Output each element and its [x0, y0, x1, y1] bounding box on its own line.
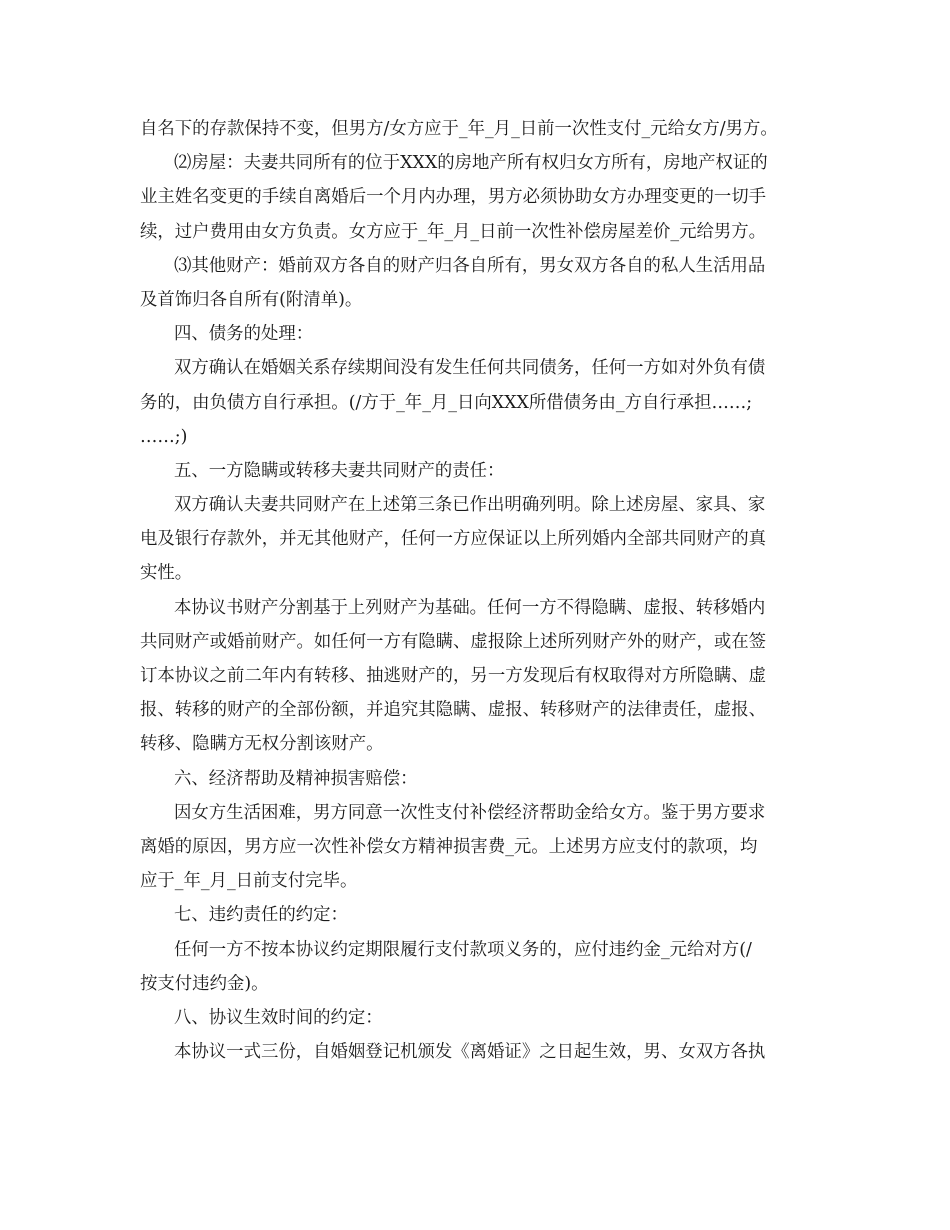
text-line: 及首饰归各自所有(附清单)。	[140, 289, 363, 310]
text-line: 应于_年_月_日前支付完毕。	[140, 871, 358, 892]
text-line: ⑵房屋：夫妻共同所有的位于XXX的房地产所有权归女方所有，房地产权证的	[174, 153, 768, 174]
text-line: 转移、隐瞒方无权分割该财产。	[140, 734, 384, 755]
text-line: 实性。	[140, 563, 193, 584]
text-line: ⑶其他财产：婚前双方各自的财产归各自所有，男女双方各自的私人生活用品	[174, 255, 766, 276]
text-line: 离婚的原因，男方应一次性补偿女方精神损害费_元。上述男方应支付的款项，均	[140, 836, 758, 857]
text-line: 六、经济帮助及精神损害赔偿：	[174, 768, 418, 789]
text-line: 共同财产或婚前财产。如任何一方有隐瞒、虚报除上述所列财产外的财产，或在签	[140, 631, 767, 652]
text-line: 业主姓名变更的手续自离婚后一个月内办理，男方必须协助女方办理变更的一切手	[140, 187, 767, 208]
text-line: 五、一方隐瞒或转移夫妻共同财产的责任：	[174, 460, 505, 481]
text-line: 四、债务的处理：	[174, 324, 314, 345]
text-line: 务的，由负债方自行承担。(/方于_年_月_日向XXX所借债务由_方自行承担……;	[140, 392, 753, 413]
text-line: 自名下的存款保持不变，但男方/女方应于_年_月_日前一次性支付_元给女方/男方。	[140, 119, 778, 139]
text-line: 七、违约责任的约定：	[174, 905, 348, 926]
text-line: 双方确认夫妻共同财产在上述第三条已作出明确列明。除上述房屋、家具、家	[174, 495, 766, 516]
text-line: 报、转移的财产的全部份额，并追究其隐瞒、虚报、转移财产的法律责任，虚报、	[140, 700, 767, 721]
text-line: 双方确认在婚姻关系存续期间没有发生任何共同债务，任何一方如对外负有债	[174, 358, 766, 379]
text-line: 续，过户费用由女方负责。女方应于_年_月_日前一次性补偿房屋差价_元给男方。	[140, 221, 767, 242]
text-line: 因女方生活困难，男方同意一次性支付补偿经济帮助金给女方。鉴于男方要求	[174, 802, 766, 823]
text-line: 订本协议之前二年内有转移、抽逃财产的，另一方发现后有权取得对方所隐瞒、虚	[140, 666, 767, 686]
document-body	[140, 112, 820, 1069]
text-line: ……;)	[140, 426, 188, 447]
text-line: 八、协议生效时间的约定：	[174, 1007, 383, 1028]
text-line: 任何一方不按本协议约定期限履行支付款项义务的，应付违约金_元给对方(/	[174, 939, 752, 960]
text-line: 本协议一式三份，自婚姻登记机颁发《离婚证》之日起生效，男、女双方各执	[174, 1042, 766, 1063]
text-line: 电及银行存款外，并无其他财产，任何一方应保证以上所列婚内全部共同财产的真	[140, 529, 767, 550]
text-line: 按支付违约金)。	[140, 973, 269, 994]
text-line: 本协议书财产分割基于上列财产为基础。任何一方不得隐瞒、虚报、转移婚内	[174, 597, 766, 618]
